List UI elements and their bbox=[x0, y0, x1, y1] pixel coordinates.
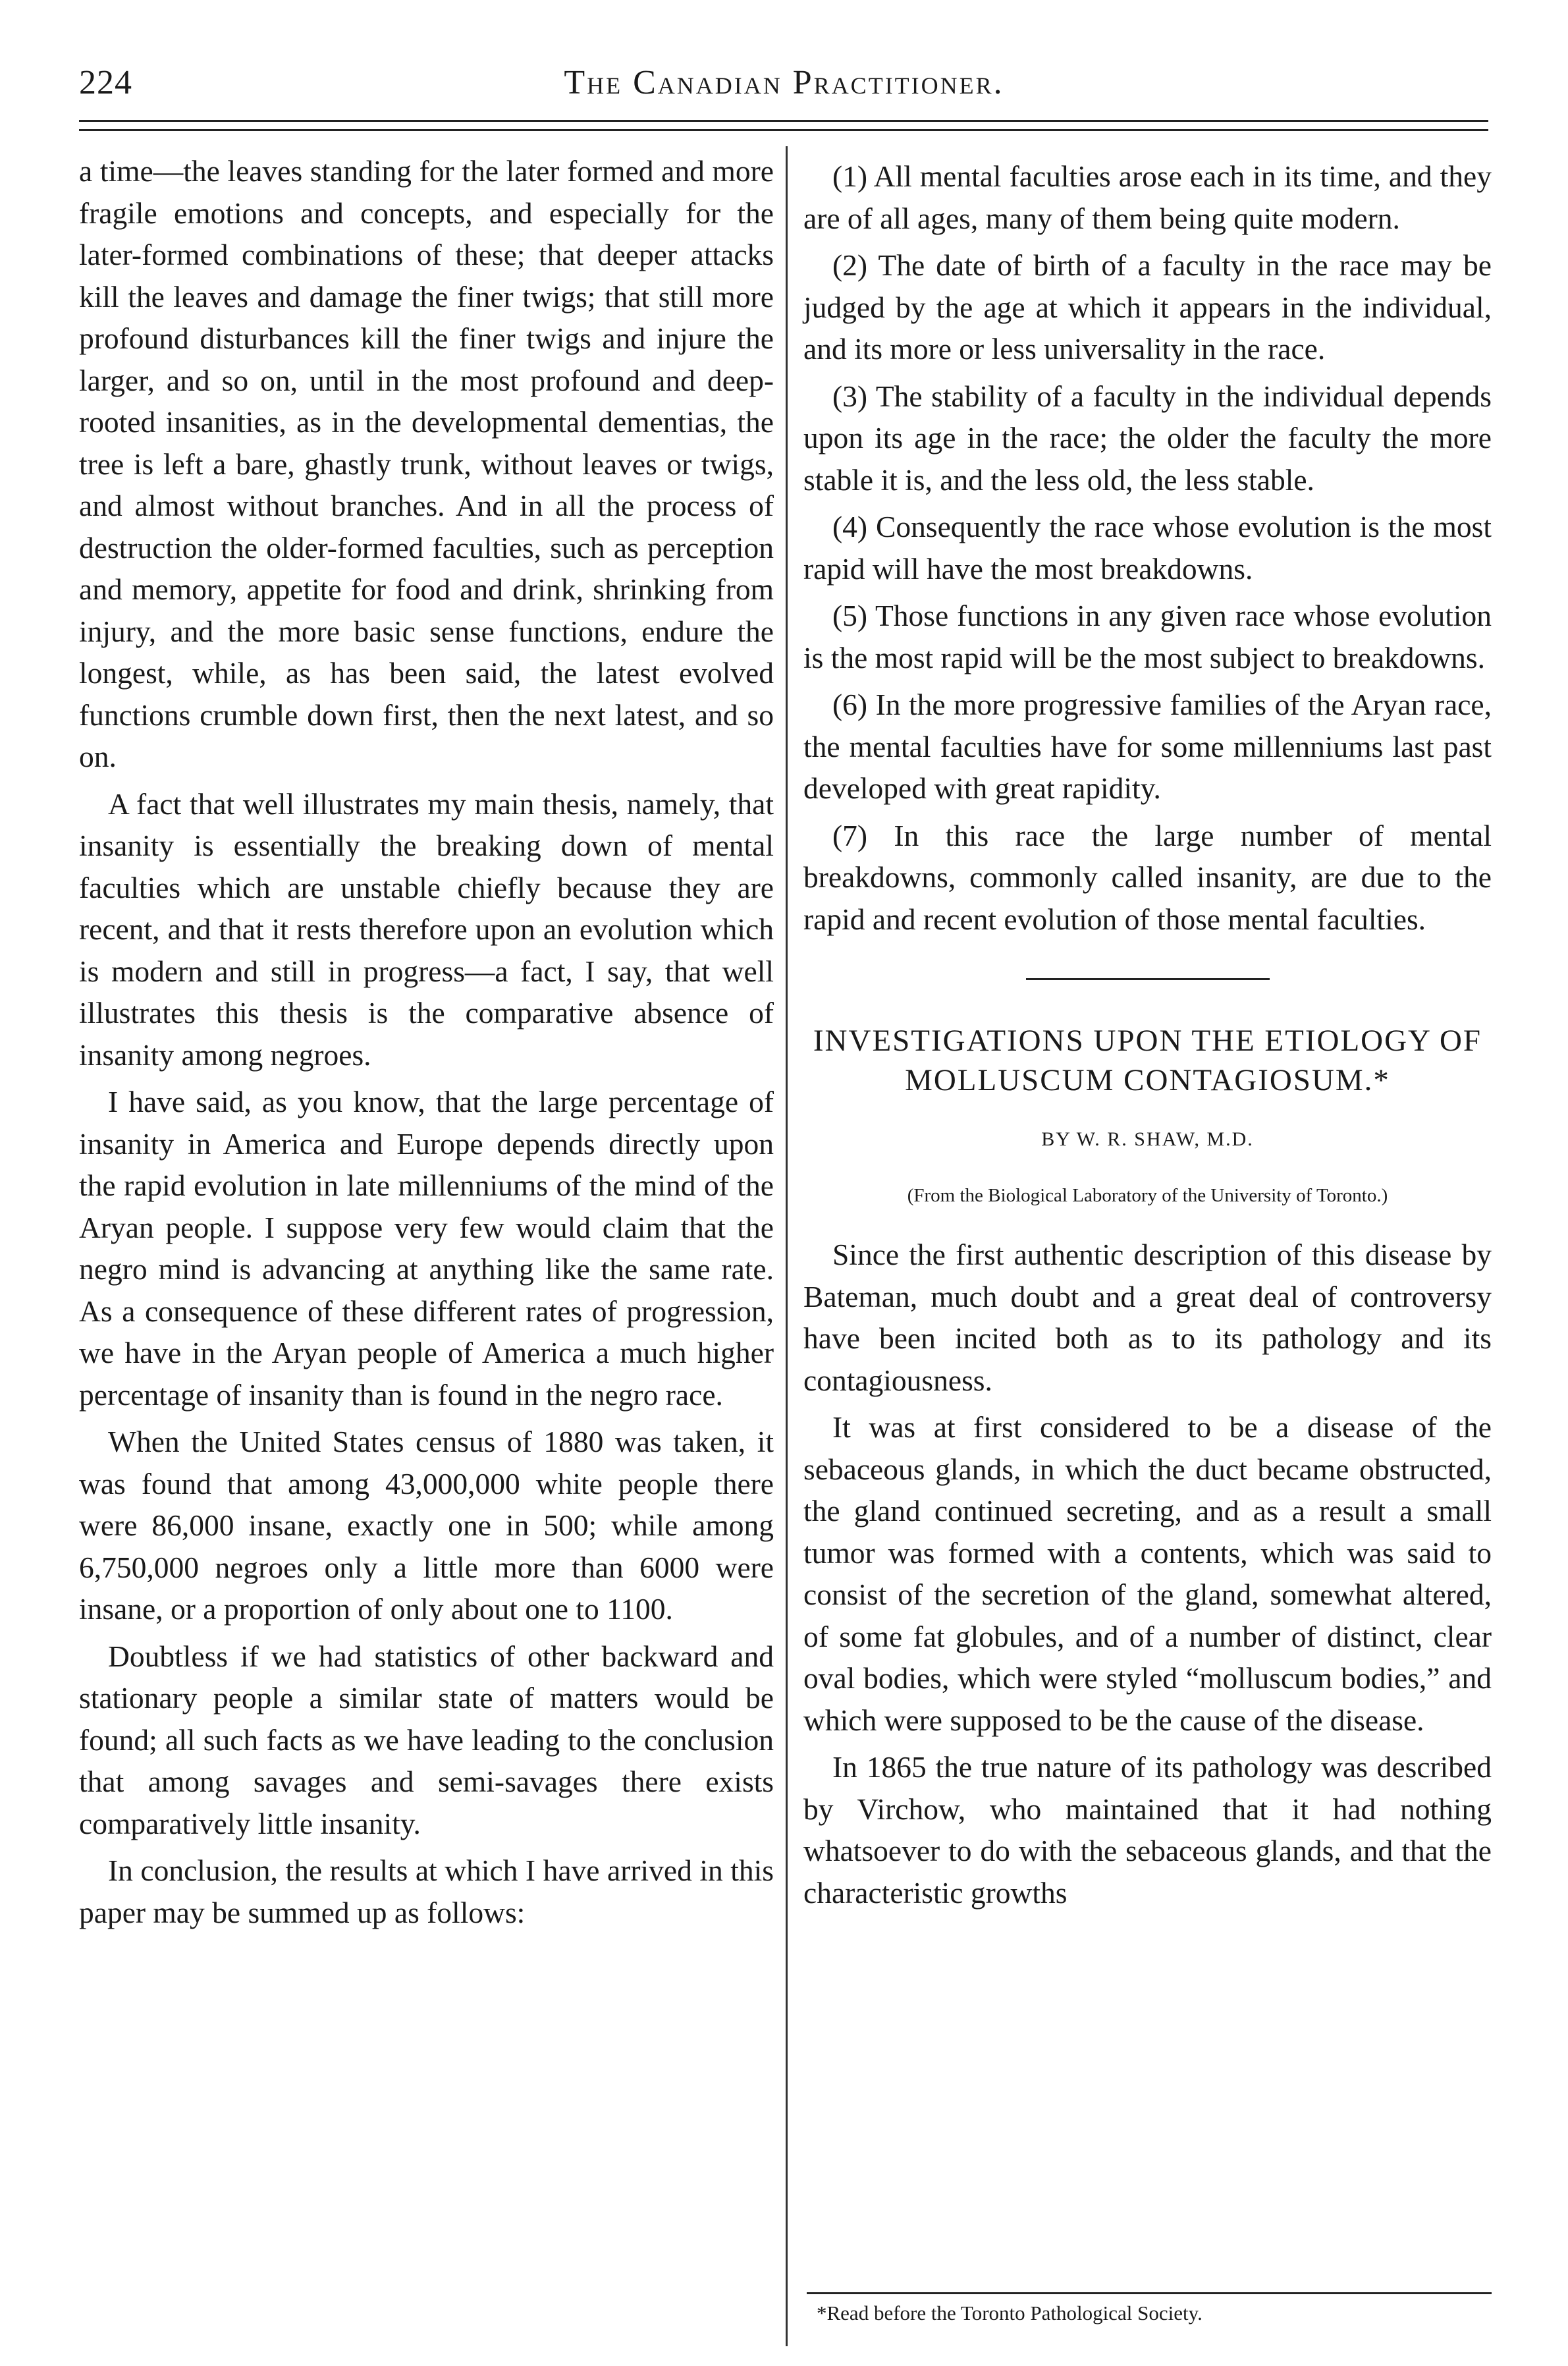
footnote-rule bbox=[807, 2292, 1492, 2294]
body-paragraph: When the United States census of 1880 was taken, it was found that among 43,000,000 white people there were 86,000 insane, exactly one in 500; while among 6,750,000 negroes only a little more than 6000 were insane, or a proportion of only about one to 1100. bbox=[79, 1425, 774, 1626]
conclusion-item: (6) In the more progressive families of the Aryan race, the mental faculties have for some millenniums last past developed with great rapidity. bbox=[803, 688, 1492, 805]
body-paragraph: In conclusion, the results at which I have arrived in this paper may be summed up as follows: bbox=[79, 1854, 774, 1929]
article-paragraph: In 1865 the true nature of its pathology was described by Virchow, who maintained that it had nothing whatsoever to do with the sebaceous glands, and that the characteristic growths bbox=[803, 1750, 1492, 1910]
article-paragraph: It was at first considered to be a disease of the sebaceous glands, in which the duct became obstructed, the gland continued secreting, and as a result a small tumor was formed with a contents, which was said to consist of the secretion of the gland, somewhat altered, of some fat globules, and of a number of distinct, clear oval bodies, which were styled “molluscum bodies,” and which were supposed to be the cause of the disease. bbox=[803, 1410, 1492, 1737]
conclusion-item: (7) In this race the large number of mental breakdowns, commonly called insanity, are due to the rapid and recent evolution of those mental faculties. bbox=[803, 818, 1492, 936]
article-title: INVESTIGATIONS UPON THE ETIOLOGY OF MOLLUSCUM CONTAGIOSUM.* bbox=[813, 1024, 1482, 1097]
header-rule-top bbox=[79, 120, 1488, 122]
column-divider bbox=[786, 146, 788, 2346]
left-column bbox=[79, 150, 774, 1933]
conclusion-item: (1) All mental faculties arose each in its time, and they are of all ages, many of them being quite modern. bbox=[803, 159, 1492, 235]
conclusion-item: (2) The date of birth of a faculty in the race may be judged by the age at which it appears in the individual, and its more or less universality in the race. bbox=[803, 248, 1492, 366]
journal-title: The Canadian Practitioner. bbox=[564, 64, 1004, 101]
conclusion-item: (3) The stability of a faculty in the individual depends upon its age in the race; the older the faculty the more stable it is, and the less old, the less stable. bbox=[803, 379, 1492, 497]
section-separator bbox=[1026, 978, 1270, 980]
body-paragraph: Doubtless if we had statistics of other backward and stationary people a similar state of matters would be found; all such facts as we have leading to the conclusion that among savages and semi-savages there exists comparatively little insanity. bbox=[79, 1639, 774, 1840]
conclusion-item: (4) Consequently the race whose evolution is the most rapid will have the most breakdowns. bbox=[803, 510, 1492, 586]
page-number: 224 bbox=[79, 64, 132, 101]
conclusion-item: (5) Those functions in any given race whose evolution is the most rapid will be the most subject to breakdowns. bbox=[803, 599, 1492, 674]
body-paragraph: I have said, as you know, that the large percentage of insanity in America and Europe depends directly upon the rapid evolution in late millenniums of the mind of the Aryan people. I suppose very few would claim that the negro mind is advancing at anything like the same rate. As a consequence of these different rates of progression, we have in the Aryan people of America a much higher percentage of insanity than is found in the negro race. bbox=[79, 1085, 774, 1412]
body-paragraph: a time—the leaves standing for the later formed and more fragile emotions and concepts, and especially for the later-formed combinations of these; that deeper attacks kill the leaves and damage the finer twigs; that still more profound disturbances kill the finer twigs and injure the larger, and so on, until in the most profound and deep-rooted insanities, as in the developmental dementias, the tree is left a bare, ghastly trunk, without leaves or twigs, and almost without branches. And in all the process of destruction the older-formed faculties, such as perception and memory, appetite for food and drink, shrinking from injury, and the more basic sense functions, endure the longest, while, as has been said, the latest evolved functions crumble down first, then the next latest, and so on. bbox=[79, 154, 774, 773]
footnote: *Read before the Toronto Pathological Society. bbox=[817, 2301, 1203, 2325]
body-paragraph: A fact that well illustrates my main thesis, namely, that insanity is essentially the breaking down of mental faculties which are unstable chiefly because they are recent, and that it rests therefore upon an evolution which is modern and still in progress—a fact, I say, that well illustrates this thesis is the comparative absence of insanity among negroes. bbox=[79, 786, 774, 1072]
article-paragraph: Since the first authentic description of this disease by Bateman, much doubt and a great deal of controversy have been incited both as to its pathology and its contagiousness. bbox=[803, 1238, 1492, 1397]
article-affiliation: (From the Biological Laboratory of the University of Toronto.) bbox=[907, 1184, 1388, 1206]
right-column bbox=[803, 150, 1492, 1913]
article-byline: BY W. R. SHAW, M.D. bbox=[1041, 1128, 1254, 1150]
header-rule-bottom bbox=[79, 129, 1488, 131]
running-head bbox=[0, 63, 1568, 116]
